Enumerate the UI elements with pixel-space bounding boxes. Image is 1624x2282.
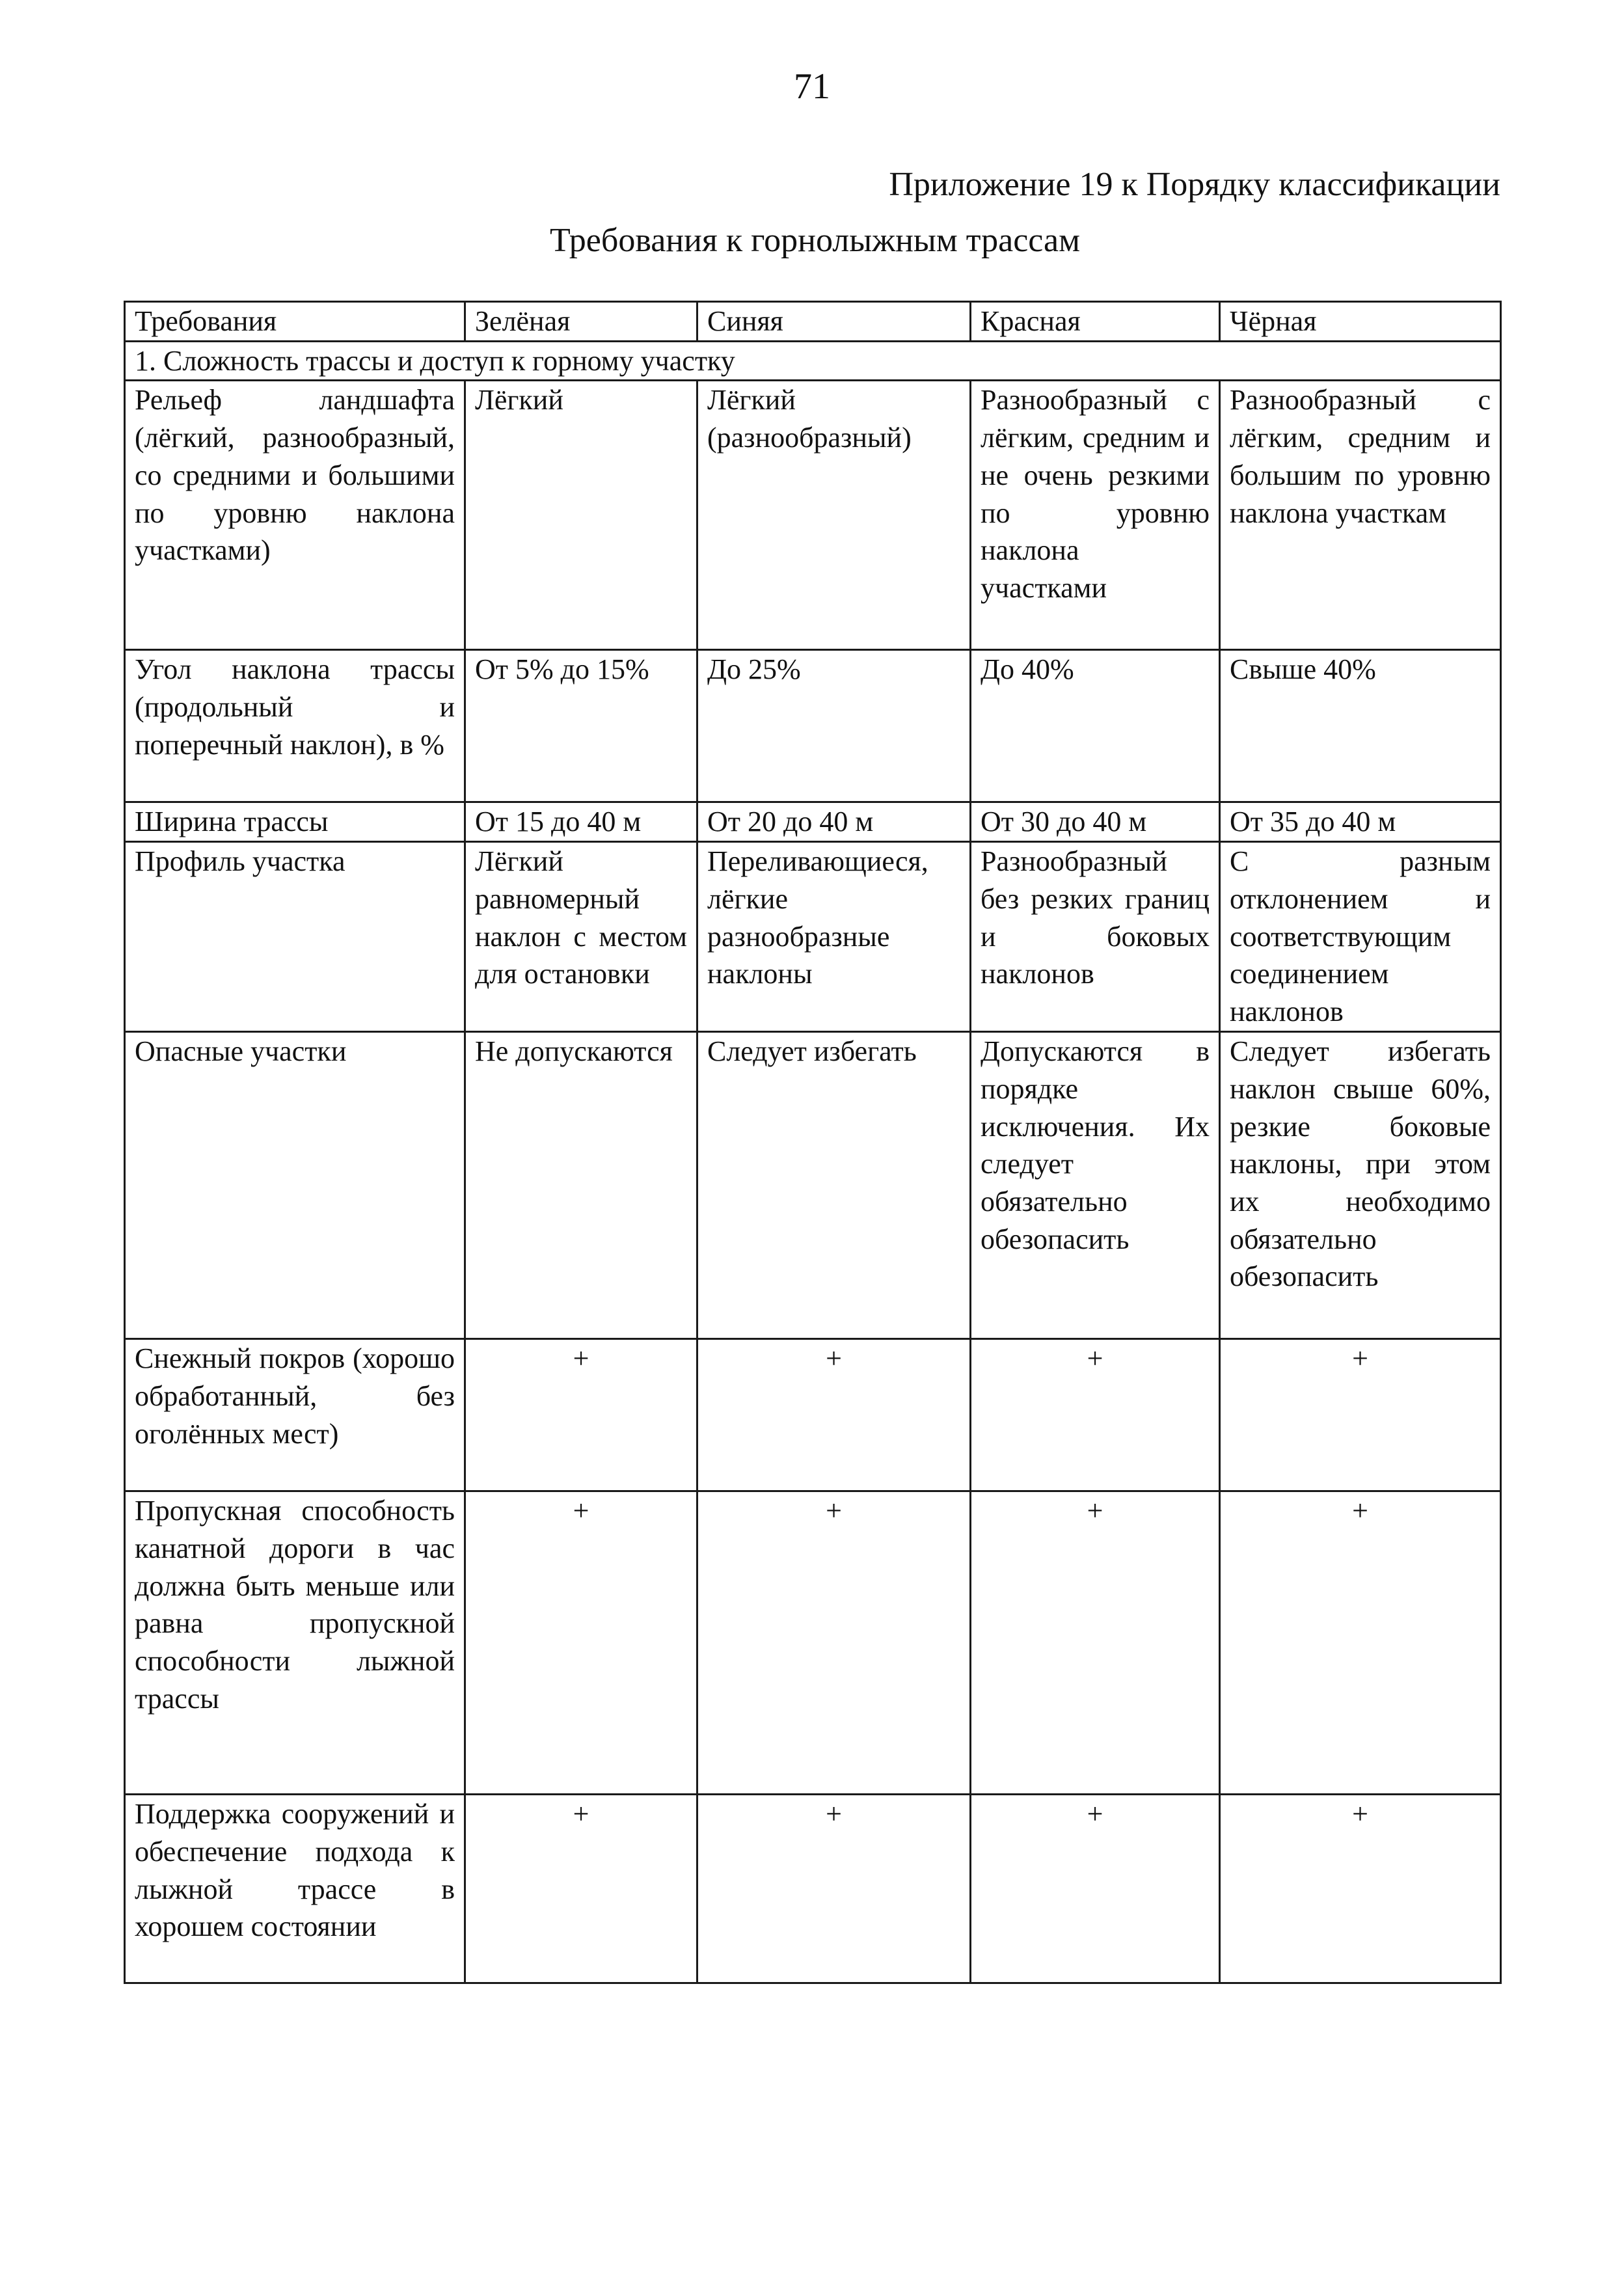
cell-green: Не допускаются	[465, 1032, 697, 1339]
cell-black: +	[1220, 1339, 1501, 1491]
cell-black: Следует избегать наклон свыше 60%, резкие боковые наклоны, при этом их необходимо обязательно обезопасить	[1220, 1032, 1501, 1339]
cell-black: +	[1220, 1795, 1501, 1983]
cell-green: +	[465, 1491, 697, 1795]
table-row	[125, 650, 1501, 802]
table-row	[125, 381, 1501, 650]
document-title: Требования к горнолыжным трассам	[550, 222, 1080, 259]
header-red: Красная	[971, 302, 1220, 342]
cell-requirement: Рельеф ландшафта (лёгкий, разнообразный, со средними и большими по уровню наклона участками)	[125, 381, 465, 650]
cell-requirement: Пропускная способность канатной дороги в час должна быть меньше или равна пропускной способности лыжной трассы	[125, 1491, 465, 1795]
cell-green: Лёгкий равномерный наклон с местом для остановки	[465, 842, 697, 1032]
cell-red: +	[971, 1339, 1220, 1491]
header-black: Чёрная	[1220, 302, 1501, 342]
cell-red: +	[971, 1491, 1220, 1795]
cell-requirement: Снежный покров (хорошо обработанный, без оголённых мест)	[125, 1339, 465, 1491]
header-blue: Синяя	[697, 302, 971, 342]
cell-green: +	[465, 1339, 697, 1491]
cell-red: Допускаются в порядке исключения. Их следует обязательно обезопасить	[971, 1032, 1220, 1339]
cell-red: До 40%	[971, 650, 1220, 802]
cell-blue: Переливающиеся, лёгкие разнообразные наклоны	[697, 842, 971, 1032]
header-requirements: Требования	[125, 302, 465, 342]
table-row	[125, 1491, 1501, 1795]
cell-requirement: Профиль участка	[125, 842, 465, 1032]
header-green: Зелёная	[465, 302, 697, 342]
cell-red: Разнообразный с лёгким, средним и не очень резкими по уровню наклона участками	[971, 381, 1220, 650]
requirements-table	[124, 301, 1502, 1984]
table-row	[125, 1795, 1501, 1983]
cell-green: Лёгкий	[465, 381, 697, 650]
cell-blue: +	[697, 1491, 971, 1795]
cell-green: От 15 до 40 м	[465, 802, 697, 842]
table-row	[125, 802, 1501, 842]
cell-red: +	[971, 1795, 1220, 1983]
cell-green: От 5% до 15%	[465, 650, 697, 802]
cell-black: Свыше 40%	[1220, 650, 1501, 802]
page-number: 71	[794, 66, 830, 107]
cell-requirement: Поддержка сооружений и обеспечение подхода к лыжной трассе в хорошем состоянии	[125, 1795, 465, 1983]
appendix-heading: Приложение 19 к Порядку классификации	[889, 166, 1500, 203]
section-title: 1. Сложность трассы и доступ к горному участку	[125, 341, 1501, 381]
cell-blue: До 25%	[697, 650, 971, 802]
cell-green: +	[465, 1795, 697, 1983]
cell-red: От 30 до 40 м	[971, 802, 1220, 842]
cell-blue: +	[697, 1339, 971, 1491]
cell-red: Разнообразный без резких границ и боковых наклонов	[971, 842, 1220, 1032]
cell-black: +	[1220, 1491, 1501, 1795]
table-header-row	[125, 302, 1501, 342]
cell-black: От 35 до 40 м	[1220, 802, 1501, 842]
table-row	[125, 842, 1501, 1032]
table-row	[125, 1032, 1501, 1339]
cell-blue: Следует избегать	[697, 1032, 971, 1339]
cell-blue: От 20 до 40 м	[697, 802, 971, 842]
cell-requirement: Ширина трассы	[125, 802, 465, 842]
table-row	[125, 1339, 1501, 1491]
cell-black: С разным отклонением и соответствующим соединением наклонов	[1220, 842, 1501, 1032]
cell-blue: Лёгкий (разнообразный)	[697, 381, 971, 650]
cell-requirement: Угол наклона трассы (продольный и поперечный наклон), в %	[125, 650, 465, 802]
cell-requirement: Опасные участки	[125, 1032, 465, 1339]
section-row	[125, 341, 1501, 381]
cell-black: Разнообразный с лёгким, средним и большим по уровню наклона участкам	[1220, 381, 1501, 650]
cell-blue: +	[697, 1795, 971, 1983]
